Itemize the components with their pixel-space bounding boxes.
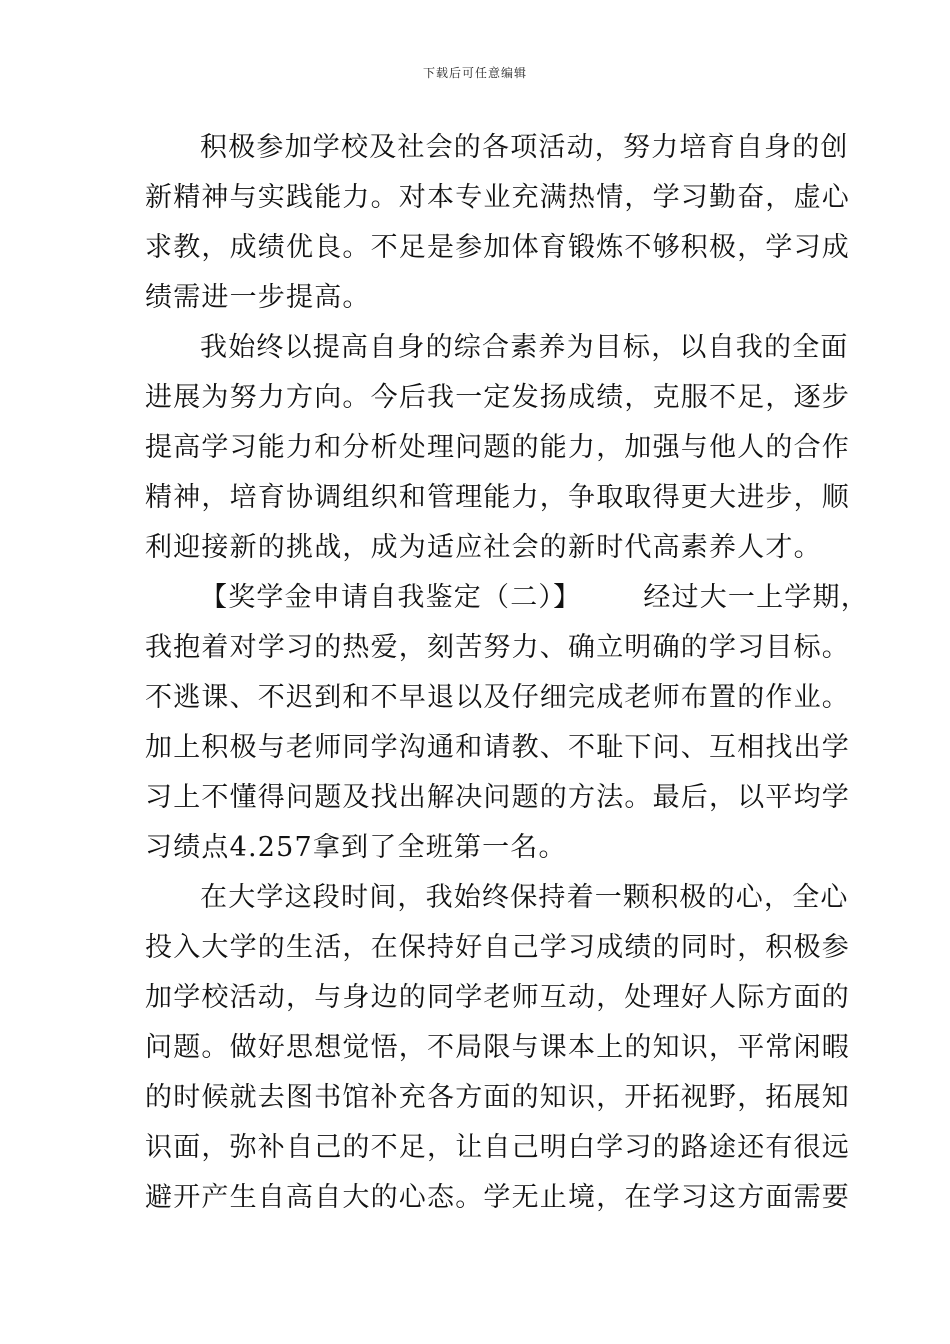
paragraph-2-line-1: 我始终以提高自身的综合素养为目标，以自我的全面 [200,332,849,363]
paragraph-3-lead-text: 经过大一上学期， [643,582,869,613]
paragraph-2-line-5: 利迎接新的挑战，成为适应社会的新时代高素养人才。 [145,532,822,563]
paragraph-3-line-1 [200,580,869,616]
paragraph-4-line-6: 识面，弥补自己的不足，让自己明白学习的路途还有很远 [145,1132,850,1163]
paragraph-1-line-4: 绩需进一步提高。 [145,282,371,313]
paragraph-4-line-3: 加学校活动，与身边的同学老师互动，处理好人际方面的 [145,982,850,1013]
paragraph-1-line-2: 新精神与实践能力。对本专业充满热情，学习勤奋，虚心 [145,182,850,213]
paragraph-3-line-2: 我抱着对学习的热爱，刻苦努力、确立明确的学习目标。 [145,632,850,663]
paragraph-2-line-2: 进展为努力方向。今后我一定发扬成绩，克服不足，逐步 [145,382,850,413]
paragraph-1-line-1: 积极参加学校及社会的各项活动，努力培育自身的创 [200,132,849,163]
paragraph-4-line-1: 在大学这段时间，我始终保持着一颗积极的心，全心 [200,882,849,913]
paragraph-2-line-4: 精神，培育协调组织和管理能力，争取取得更大进步，顺 [145,482,850,513]
paragraph-4-line-4: 问题。做好思想觉悟，不局限与课本上的知识，平常闲暇 [145,1032,850,1063]
paragraph-1-line-3: 求教，成绩优良。不足是参加体育锻炼不够积极，学习成 [145,232,850,263]
paragraph-2-line-3: 提高学习能力和分析处理问题的能力，加强与他人的合作 [145,432,850,463]
paragraph-4-line-2: 投入大学的生活，在保持好自己学习成绩的同时，积极参 [145,932,850,963]
paragraph-3-line-4: 加上积极与老师同学沟通和请教、不耻下问、互相找出学 [145,732,850,763]
section-heading: 【奖学金申请自我鉴定（二）】 [200,582,582,613]
paragraph-3-line-5: 习上不懂得问题及找出解决问题的方法。最后，以平均学 [145,782,850,813]
paragraph-3-line-6: 习绩点4.257拿到了全班第一名。 [145,832,567,863]
paragraph-4-line-7: 避开产生自高自大的心态。学无止境，在学习这方面需要 [145,1182,850,1213]
paragraph-3-line-3: 不逃课、不迟到和不早退以及仔细完成老师布置的作业。 [145,682,850,713]
paragraph-4-line-5: 的时候就去图书馆补充各方面的知识，开拓视野，拓展知 [145,1082,850,1113]
page-header: 下载后可任意编辑 [422,66,527,80]
